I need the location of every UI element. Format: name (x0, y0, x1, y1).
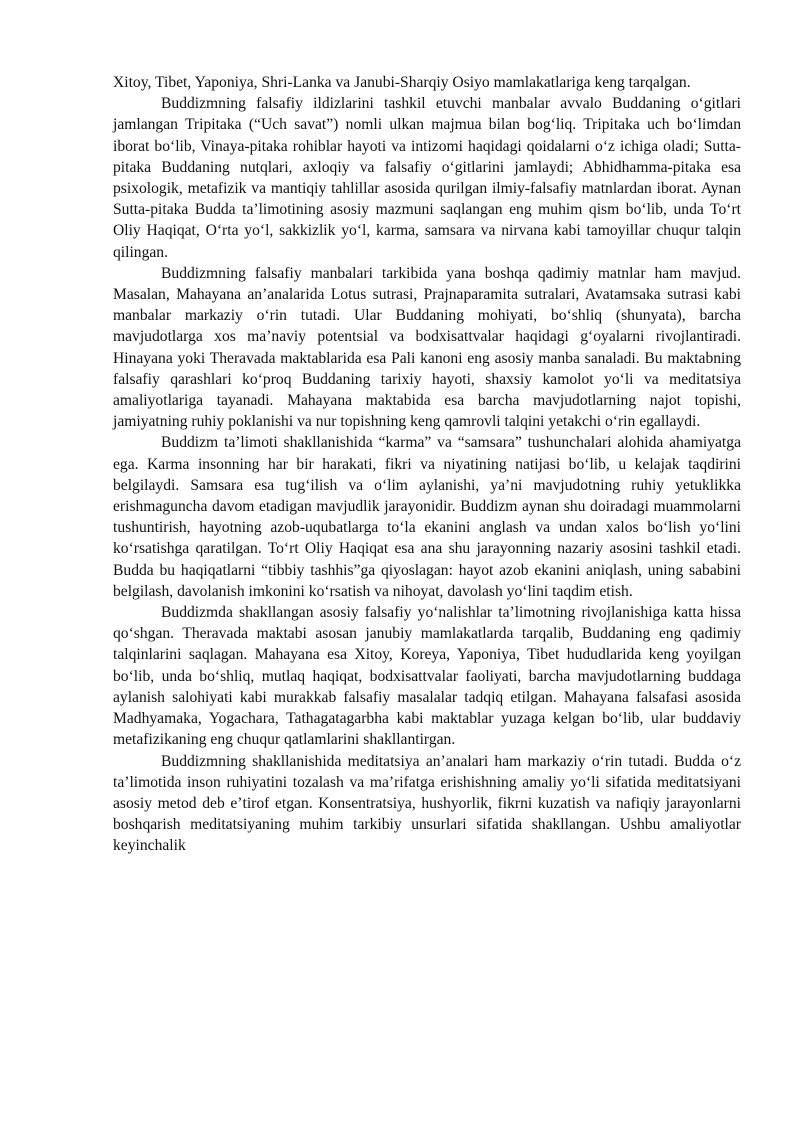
paragraph-schools: Buddizmda shakllangan asosiy falsafiy yoʻnalishlar taʼlimotning rivojlanishiga katta hissa qoʻshgan. Theravada maktabi asosan janubiy mamlakatlarda tarqalib, Buddaning eng qadimiy talqinlarini saqlagan. Mahayana esa Xitoy, Koreya, Yaponiya, Tibet hududlarida keng yoyilgan boʻlib, unda boʻshliq, mutlaq haqiqat, bodxisattvalar faoliyati, barcha mavjudotlarning buddaga aylanish salohiyati kabi murakkab falsafiy masalalar tadqiq etilgan. Mahayana falsafasi asosida Madhyamaka, Yogachara, Tathagatagarbha kabi maktablar yuzaga kelgan boʻlib, ular buddaviy metafizikaning eng chuqur qatlamlarini shakllantirgan. (113, 604, 741, 749)
paragraph-karma-samsara: Buddizm taʼlimoti shakllanishida “karma” va “samsara” tushunchalari alohida ahamiyatga ega. Karma insonning har bir harakati, fikri va niyatining natijasi boʻlib, u kelajak taqdirini belgilaydi. Samsara esa tugʻilish va oʻlim aylanishi, yaʼni mavjudotning ruhiy yetuklikka erishmaguncha davom etadigan mavjudlik jarayonidir. Buddizm aynan shu doiradagi muammolarni tushuntirish, hayotning azob-uqubatlarga toʻla ekanini anglash va undan xalos boʻlish yoʻlini koʻrsatishga qaratilgan. Toʻrt Oliy Haqiqat esa ana shu jarayonning nazariy asosini tashkil etadi. Budda bu haqiqatlarni “tibbiy tashhis”ga qiyoslagan: hayot azob ekanini aniqlash, uning sababini belgilash, davolanish imkonini koʻrsatish va nihoyat, davolash yoʻlini taqdim etish. (113, 434, 741, 600)
paragraph-tripitaka: Buddizmning falsafiy ildizlarini tashkil etuvchi manbalar avvalo Buddaning oʻgitlari jamlangan Tripitaka (“Uch savat”) nomli ulkan majmua bilan bogʻliq. Tripitaka uch boʻlimdan iborat boʻlib, Vinaya-pitaka rohiblar hayoti va intizomi haqidagi qoidalarni oʻz ichiga oladi; Sutta-pitaka Buddaning nutqlari, axloqiy va falsafiy oʻgitlarini jamlaydi; Abhidhamma-pitaka esa psixologik, metafizik va mantiqiy tahlillar asosida qurilgan ilmiy-falsafiy matnlardan iborat. Aynan Sutta-pitaka Budda taʼlimotining asosiy mazmuni saqlangan eng muhim qism boʻlib, unda Toʻrt Oliy Haqiqat, Oʻrta yoʻl, sakkizlik yoʻl, karma, samsara va nirvana kabi tamoyillar chuqur talqin qilingan. (113, 95, 741, 261)
paragraph-meditation: Buddizmning shakllanishida meditatsiya anʼanalari ham markaziy oʻrin tutadi. Budda oʻz taʼlimotida inson ruhiyatini tozalash va maʼrifatga erishishning amaliy yoʻli sifatida meditatsiyani asosiy metod deb eʼtirof etgan. Konsentratsiya, hushyorlik, fikrni kuzatish va nafiqiy jarayonlarni boshqarish meditatsiyaning muhim tarkibiy unsurlari sifatida shakllangan. Ushbu amaliyotlar keyinchalik (113, 752, 741, 855)
paragraph-continuation: Xitoy, Tibet, Yaponiya, Shri-Lanka va Janubi-Sharqiy Osiyo mamlakatlariga keng tarqalgan. (113, 74, 691, 91)
document-page (113, 72, 741, 857)
paragraph-other-sources: Buddizmning falsafiy manbalari tarkibida yana boshqa qadimiy matnlar ham mavjud. Masalan, Mahayana anʼanalarida Lotus sutrasi, Prajnaparamita sutralari, Avatamsaka sutrasi kabi manbalar markaziy oʻrin tutadi. Ular Buddaning mohiyati, boʻshliq (shunyata), barcha mavjudotlarga xos maʼnaviy potentsial va bodxisattvalar haqidagi gʻoyalarni rivojlantiradi. Hinayana yoki Theravada maktablarida esa Pali kanoni eng asosiy manba sanaladi. Bu maktabning falsafiy qarashlari koʻproq Buddaning tarixiy hayoti, shaxsiy kamolot yoʻli va meditatsiya amaliyotlariga tayanadi. Mahayana maktabida esa barcha mavjudotlarning najot topishi, jamiyatning ruhiy poklanishi va nur topishning keng qamrovli talqini yetakchi oʻrin egallaydi. (113, 264, 741, 431)
